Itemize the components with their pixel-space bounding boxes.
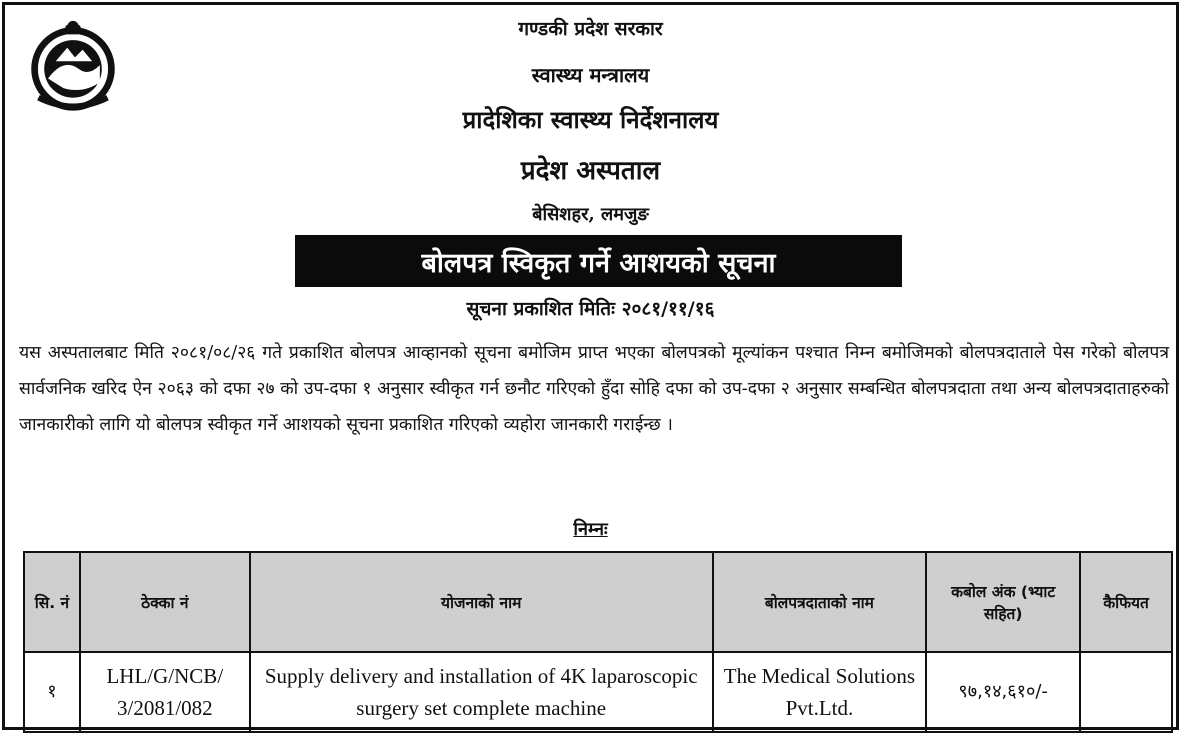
column-header-project: योजनाको नाम: [250, 552, 713, 652]
column-header-remarks: कैफियत: [1080, 552, 1172, 652]
bid-table: [23, 551, 1173, 733]
province-government-heading: गण्डकी प्रदेश सरकार: [518, 18, 663, 40]
cell-contract-no: LHL/G/NCB/ 3/2081/082: [80, 652, 250, 732]
directorate-heading: प्रादेशिका स्वास्थ्य निर्देशनालय: [462, 105, 719, 134]
column-header-bidder: बोलपत्रदाताको नाम: [713, 552, 927, 652]
column-header-sn: सि. नं: [24, 552, 80, 652]
notice-body-text: यस अस्पतालबाट मिति २०८१/०८/२६ गते प्रकाशित बोलपत्र आव्हानको सूचना बमोजिम प्राप्त भएका बोलपत्रको मूल्यांकन पश्चात निम्न बमोजिमको बोलपत्रदाताले पेस गरेको बोलपत्र सार्वजनिक खरिद ऐन २०६३ को दफा २७ को उप-दफा १ अनुसार स्वीकृत गर्न छनौट गरिएको हुँदा सोहि दफा को उप-दफा २ अनुसार सम्बन्धित बोलपत्रदाता तथा अन्य बोलपत्रदाताहरुको जानकारीको लागि यो बोलपत्र स्वीकृत गर्ने आशयको सूचना प्रकाशित गरिएको व्यहोरा जानकारी गराईन्छ ।: [19, 343, 1169, 435]
location-heading: बेसिशहर, लमजुङ: [532, 204, 649, 225]
ministry-heading: स्वास्थ्य मन्त्रालय: [531, 63, 650, 87]
cell-sn: १: [24, 652, 80, 732]
column-header-amount: कबोल अंक (भ्याट सहित): [926, 552, 1080, 652]
publication-date: सूचना प्रकाशित मितिः २०८१/११/१६: [466, 298, 715, 320]
hospital-heading: प्रदेश अस्पताल: [520, 156, 661, 186]
notice-page: [2, 2, 1179, 730]
table-row: [24, 652, 1172, 732]
column-header-contract-no: ठेक्का नं: [80, 552, 250, 652]
list-title: निम्नः: [573, 519, 608, 540]
notice-title-banner: बोलपत्र स्विकृत गर्ने आशयको सूचना: [295, 235, 902, 287]
cell-remarks: [1080, 652, 1172, 732]
cell-amount: ९७,१४,६१०/-: [926, 652, 1080, 732]
table-header-row: [24, 552, 1172, 652]
cell-project: Supply delivery and installation of 4K laparoscopic surgery set complete machine: [250, 652, 713, 732]
cell-bidder: The Medical Solutions Pvt.Ltd.: [713, 652, 927, 732]
